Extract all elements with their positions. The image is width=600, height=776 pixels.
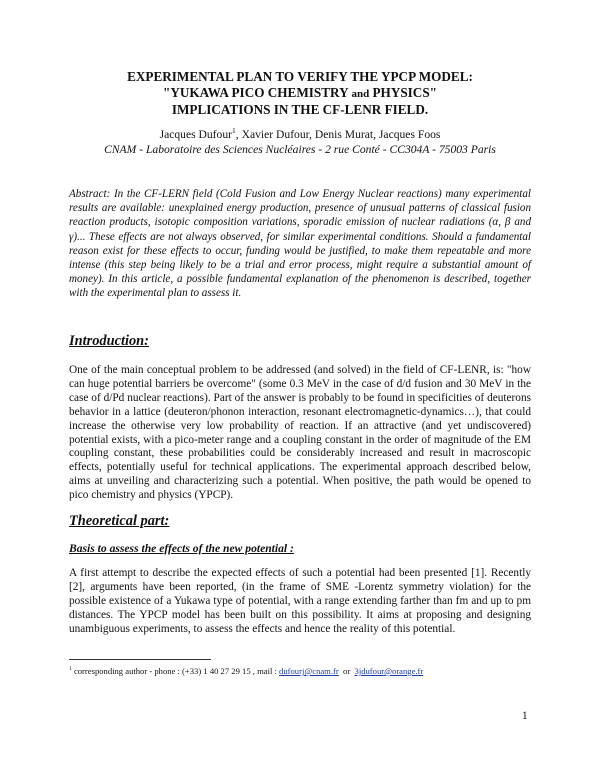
paper-title	[60, 69, 540, 118]
footnote-divider	[69, 659, 211, 660]
basis-subheading: Basis to assess the effects of the new potential :	[69, 542, 294, 555]
title-line-3: IMPLICATIONS IN THE CF-LENR FIELD.	[171, 102, 429, 117]
page-number: 1	[522, 710, 528, 722]
title-and: and	[351, 88, 370, 100]
footnote-mark: 1	[69, 666, 72, 673]
affiliation: CNAM - Laboratoire des Sciences Nucléaires - 2 rue Conté - CC304A - 75003 Paris	[104, 143, 496, 156]
title-line-1: EXPERIMENTAL PLAN TO VERIFY THE YPCP MODEL:	[127, 69, 473, 84]
title-line-2	[60, 85, 540, 102]
author-list	[60, 127, 540, 142]
author-footnote-mark: 1	[232, 126, 236, 136]
introduction-text: One of the main conceptual problem to be addressed (and solved) in the field of CF-LENR, is: "how can huge potential barriers be overcome" (some 0.3 MeV in the case of d/d fusion and 30 MeV in the case of d/Pd nuclear reactions). Part of the answer is probably to be found in specificities of deuterons behavior in a lattice (deuteron/phonon interaction, resonant electromagnetic-dynamics…), that could increase the otherwise very low probability of reaction. If an attractive (and yet undiscovered) potential exists, with a pico-meter range and a coupling constant in the order of magnitude of the EM coupling constant, these probabilities could be considerably increased and result in macroscopic effects, potentially useful for technical applications. The experimental approach described below, aims at unveiling and characterizing such a potential. When positive, the path would be opened to pico chemistry and physics (YPCP).	[69, 364, 531, 502]
footnote	[69, 666, 423, 676]
first-author: Jacques Dufour	[159, 128, 233, 141]
other-authors: , Xavier Dufour, Denis Murat, Jacques Foos	[235, 128, 441, 141]
introduction-heading: Introduction:	[69, 333, 149, 349]
footnote-text: corresponding author - phone : (+33) 1 40 27 29 15 , mail :	[71, 666, 280, 676]
email-link-2[interactable]: 3jdufour@orange.fr	[354, 666, 424, 676]
theoretical-text: A first attempt to describe the expected effects of such a potential had been presented [1]. Recently [2], arguments have been reported, (in the frame of SME -Lorentz symmetry violation) for the possible existence of a Yukawa type of potential, with a range extending farther than fm and up to pm distances. The YPCP model has been built on this possibility. It aims at proposing and designing unambiguous experiments, to assess the effects and hence the reality of this potential.	[69, 567, 531, 635]
footnote-or: or	[338, 666, 355, 676]
title-line-2b: PHYSICS"	[369, 85, 437, 100]
title-line-2a: "YUKAWA PICO CHEMISTRY	[163, 85, 352, 100]
abstract: Abstract: In the CF-LERN field (Cold Fusion and Low Energy Nuclear reactions) many experimental results are available: unexplained energy production, presence of unusual patterns of classical fusion reaction products, isotopic composition variations, sporadic emission of nuclear radiations (α, β and γ)... These effects are not always observed, for similar experimental conditions. Should a fundamental reason exist for these effects to occur, funding would be justified, to make them repeatable and more intense (this step being likely to be a trial and error process, might require a substantial amount of money). In this article, a possible fundamental explanation of the phenomenon is described, together with the experimental plan to assess it.	[69, 188, 531, 300]
email-link-1[interactable]: dufourj@cnam.fr	[279, 666, 339, 676]
theoretical-heading: Theoretical part:	[69, 513, 170, 529]
